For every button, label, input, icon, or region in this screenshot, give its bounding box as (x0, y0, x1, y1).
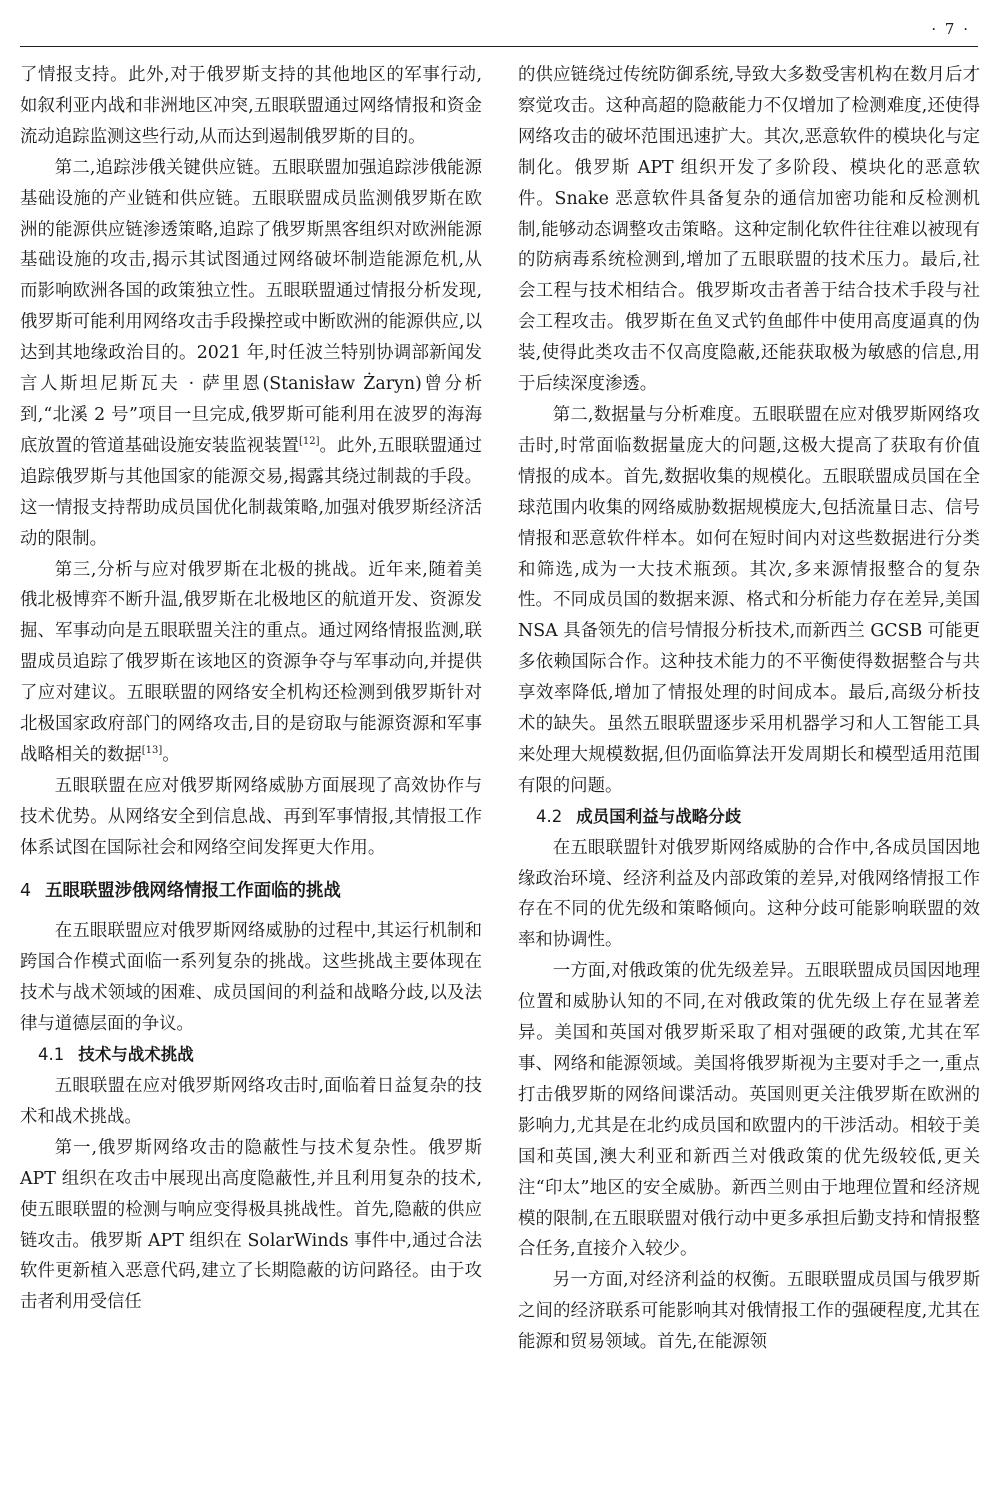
right-column (518, 60, 980, 1358)
paragraph (20, 153, 482, 555)
paragraph-text: 。此外,五眼联盟通过追踪俄罗斯与其他国家的能源交易,揭露其绕过制裁的手段。这一情报支持帮助成员国优化制裁策略,加强对俄罗斯经济活动的限制。 (20, 435, 482, 549)
paragraph: 另一方面,对经济利益的权衡。五眼联盟成员国与俄罗斯之间的经济联系可能影响其对俄情报工作的强硬程度,尤其在能源和贸易领域。首先,在能源领 (518, 1270, 980, 1353)
subsection-title: 成员国利益与战略分歧 (576, 806, 742, 826)
paragraph: 了情报支持。此外,对于俄罗斯支持的其他地区的军事行动,如叙利亚内战和非洲地区冲突,五眼联盟通过网络情报和资金流动追踪监测这些行动,从而达到遏制俄罗斯的目的。 (20, 65, 482, 147)
paragraph: 的供应链绕过传统防御系统,导致大多数受害机构在数月后才察觉攻击。这种高超的隐蔽能力不仅增加了检测难度,还使得网络攻击的破坏范围迅速扩大。其次,恶意软件的模块化与定制化。俄罗斯 APT 组织开发了多阶段、模块化的恶意软件。Snake 恶意软件具备复杂的通信加密功能和反检测机制,能够动态调整攻击策略。这种定制化软件往往难以被现有的防病毒系统检测到,增加了五眼联盟的技术压力。最后,社会工程与技术相结合。俄罗斯攻击者善于结合技术手段与社会工程攻击。俄罗斯在鱼叉式钓鱼邮件中使用高度逼真的伪装,使得此类攻击不仅高度隐蔽,还能获取极为敏感的信息,用于后续深度渗透。 (518, 65, 980, 395)
section-number: 4 (20, 880, 32, 901)
paragraph-text: 第三,分析与应对俄罗斯在北极的挑战。近年来,随着美俄北极博弈不断升温,俄罗斯在北极地区的航道开发、资源发掘、军事动向是五眼联盟关注的重点。通过网络情报监测,联盟成员追踪了俄罗斯在该地区的资源争夺与军事动向,并提供了应对建议。五眼联盟的网络安全机构还检测到俄罗斯针对北极国家政府部门的网络攻击,目的是窃取与能源资源和军事战略相关的数据 (20, 559, 482, 765)
citation-ref: [12] (298, 436, 320, 448)
paragraph: 第一,俄罗斯网络攻击的隐蔽性与技术复杂性。俄罗斯 APT 组织在攻击中展现出高度隐蔽性,并且利用复杂的技术,使五眼联盟的检测与响应变得极具挑战性。首先,隐蔽的供应链攻击。俄罗斯 APT 组织在 SolarWinds 事件中,通过合法软件更新植入恶意代码,建立了长期隐蔽的访问路径。由于攻击者利用受信任 (20, 1137, 482, 1313)
paragraph: 五眼联盟在应对俄罗斯网络攻击时,面临着日益复杂的技术和战术挑战。 (20, 1076, 482, 1127)
section-title: 五眼联盟涉俄网络情报工作面临的挑战 (45, 880, 341, 901)
subsection-number: 4.1 (38, 1045, 65, 1065)
paragraph: 五眼联盟在应对俄罗斯网络威胁方面展现了高效协作与技术优势。从网络安全到信息战、再到军事情报,其情报工作体系试图在国际社会和网络空间发挥更大作用。 (20, 775, 482, 858)
paragraph: 在五眼联盟针对俄罗斯网络威胁的合作中,各成员国因地缘政治环境、经济利益及内部政策的差异,对俄网络情报工作存在不同的优先级和策略倾向。这种分歧可能影响联盟的效率和协调性。 (518, 837, 980, 951)
subsection-number: 4.2 (536, 806, 563, 826)
paragraph (20, 555, 482, 771)
citation-ref: [13] (141, 745, 163, 757)
subsection-heading (518, 802, 980, 833)
section-heading (20, 876, 482, 907)
subsection-title: 技术与战术挑战 (78, 1045, 194, 1065)
paragraph: 在五眼联盟应对俄罗斯网络威胁的过程中,其运行机制和跨国合作模式面临一系列复杂的挑战。这些挑战主要体现在技术与战术领域的困难、成员国间的利益和战略分歧,以及法律与道德层面的争议。 (20, 921, 482, 1035)
paragraph-text: 第二,追踪涉俄关键供应链。五眼联盟加强追踪涉俄能源基础设施的产业链和供应链。五眼联盟成员监测俄罗斯在欧洲的能源供应链渗透策略,追踪了俄罗斯黑客组织对欧洲能源基础设施的攻击,揭示其试图通过网络破坏制造能源危机,从而影响欧洲各国的政策独立性。五眼联盟通过情报分析发现,俄罗斯可能利用网络攻击手段操控或中断欧洲的能源供应,以达到其地缘政治目的。2021 年,时任波兰特别协调部新闻发言人斯坦尼斯瓦夫 · 萨里恩(Stanisław Żaryn)曾分析到,“北溪 2 号”项目一旦完成,俄罗斯可能利用在波罗的海海底放置的管道基础设施安装监视装置 (20, 157, 482, 456)
paragraph: 一方面,对俄政策的优先级差异。五眼联盟成员国因地理位置和威胁认知的不同,在对俄政策的优先级上存在显著差异。美国和英国对俄罗斯采取了相对强硬的政策,尤其在军事、网络和能源领域。美国将俄罗斯视为主要对手之一,重点打击俄罗斯的网络间谍活动。英国则更关注俄罗斯在欧洲的影响力,尤其是在北约成员国和欧盟内的干涉活动。相较于美国和英国,澳大利亚和新西兰对俄政策的优先级较低,更关注“印太”地区的安全威胁。新西兰则由于地理位置和经济规模的限制,在五眼联盟对俄行动中更多承担后勤支持和情报整合任务,直接介入较少。 (518, 961, 980, 1260)
paragraph: 第二,数据量与分析难度。五眼联盟在应对俄罗斯网络攻击时,时常面临数据量庞大的问题,这极大提高了获取有价值情报的成本。首先,数据收集的规模化。五眼联盟成员国在全球范围内收集的网络威胁数据规模庞大,包括流量日志、信号情报和恶意软件样本。如何在短时间内对这些数据进行分类和筛选,成为一大技术瓶颈。其次,多来源情报整合的复杂性。不同成员国的数据来源、格式和分析能力存在差异,美国 NSA 具备领先的信号情报分析技术,而新西兰 GCSB 可能更多依赖国际合作。这种技术能力的不平衡使得数据整合与共享效率降低,增加了情报处理的时间成本。最后,高级分析技术的缺失。虽然五眼联盟逐步采用机器学习和人工智能工具来处理大规模数据,但仍面临算法开发周期长和模型适用范围有限的问题。 (518, 404, 980, 796)
subsection-heading (20, 1040, 482, 1071)
page-number: · 7 · (931, 20, 970, 38)
header-rule (20, 46, 978, 47)
left-column (20, 60, 482, 1318)
paragraph-text: 。 (162, 744, 180, 765)
